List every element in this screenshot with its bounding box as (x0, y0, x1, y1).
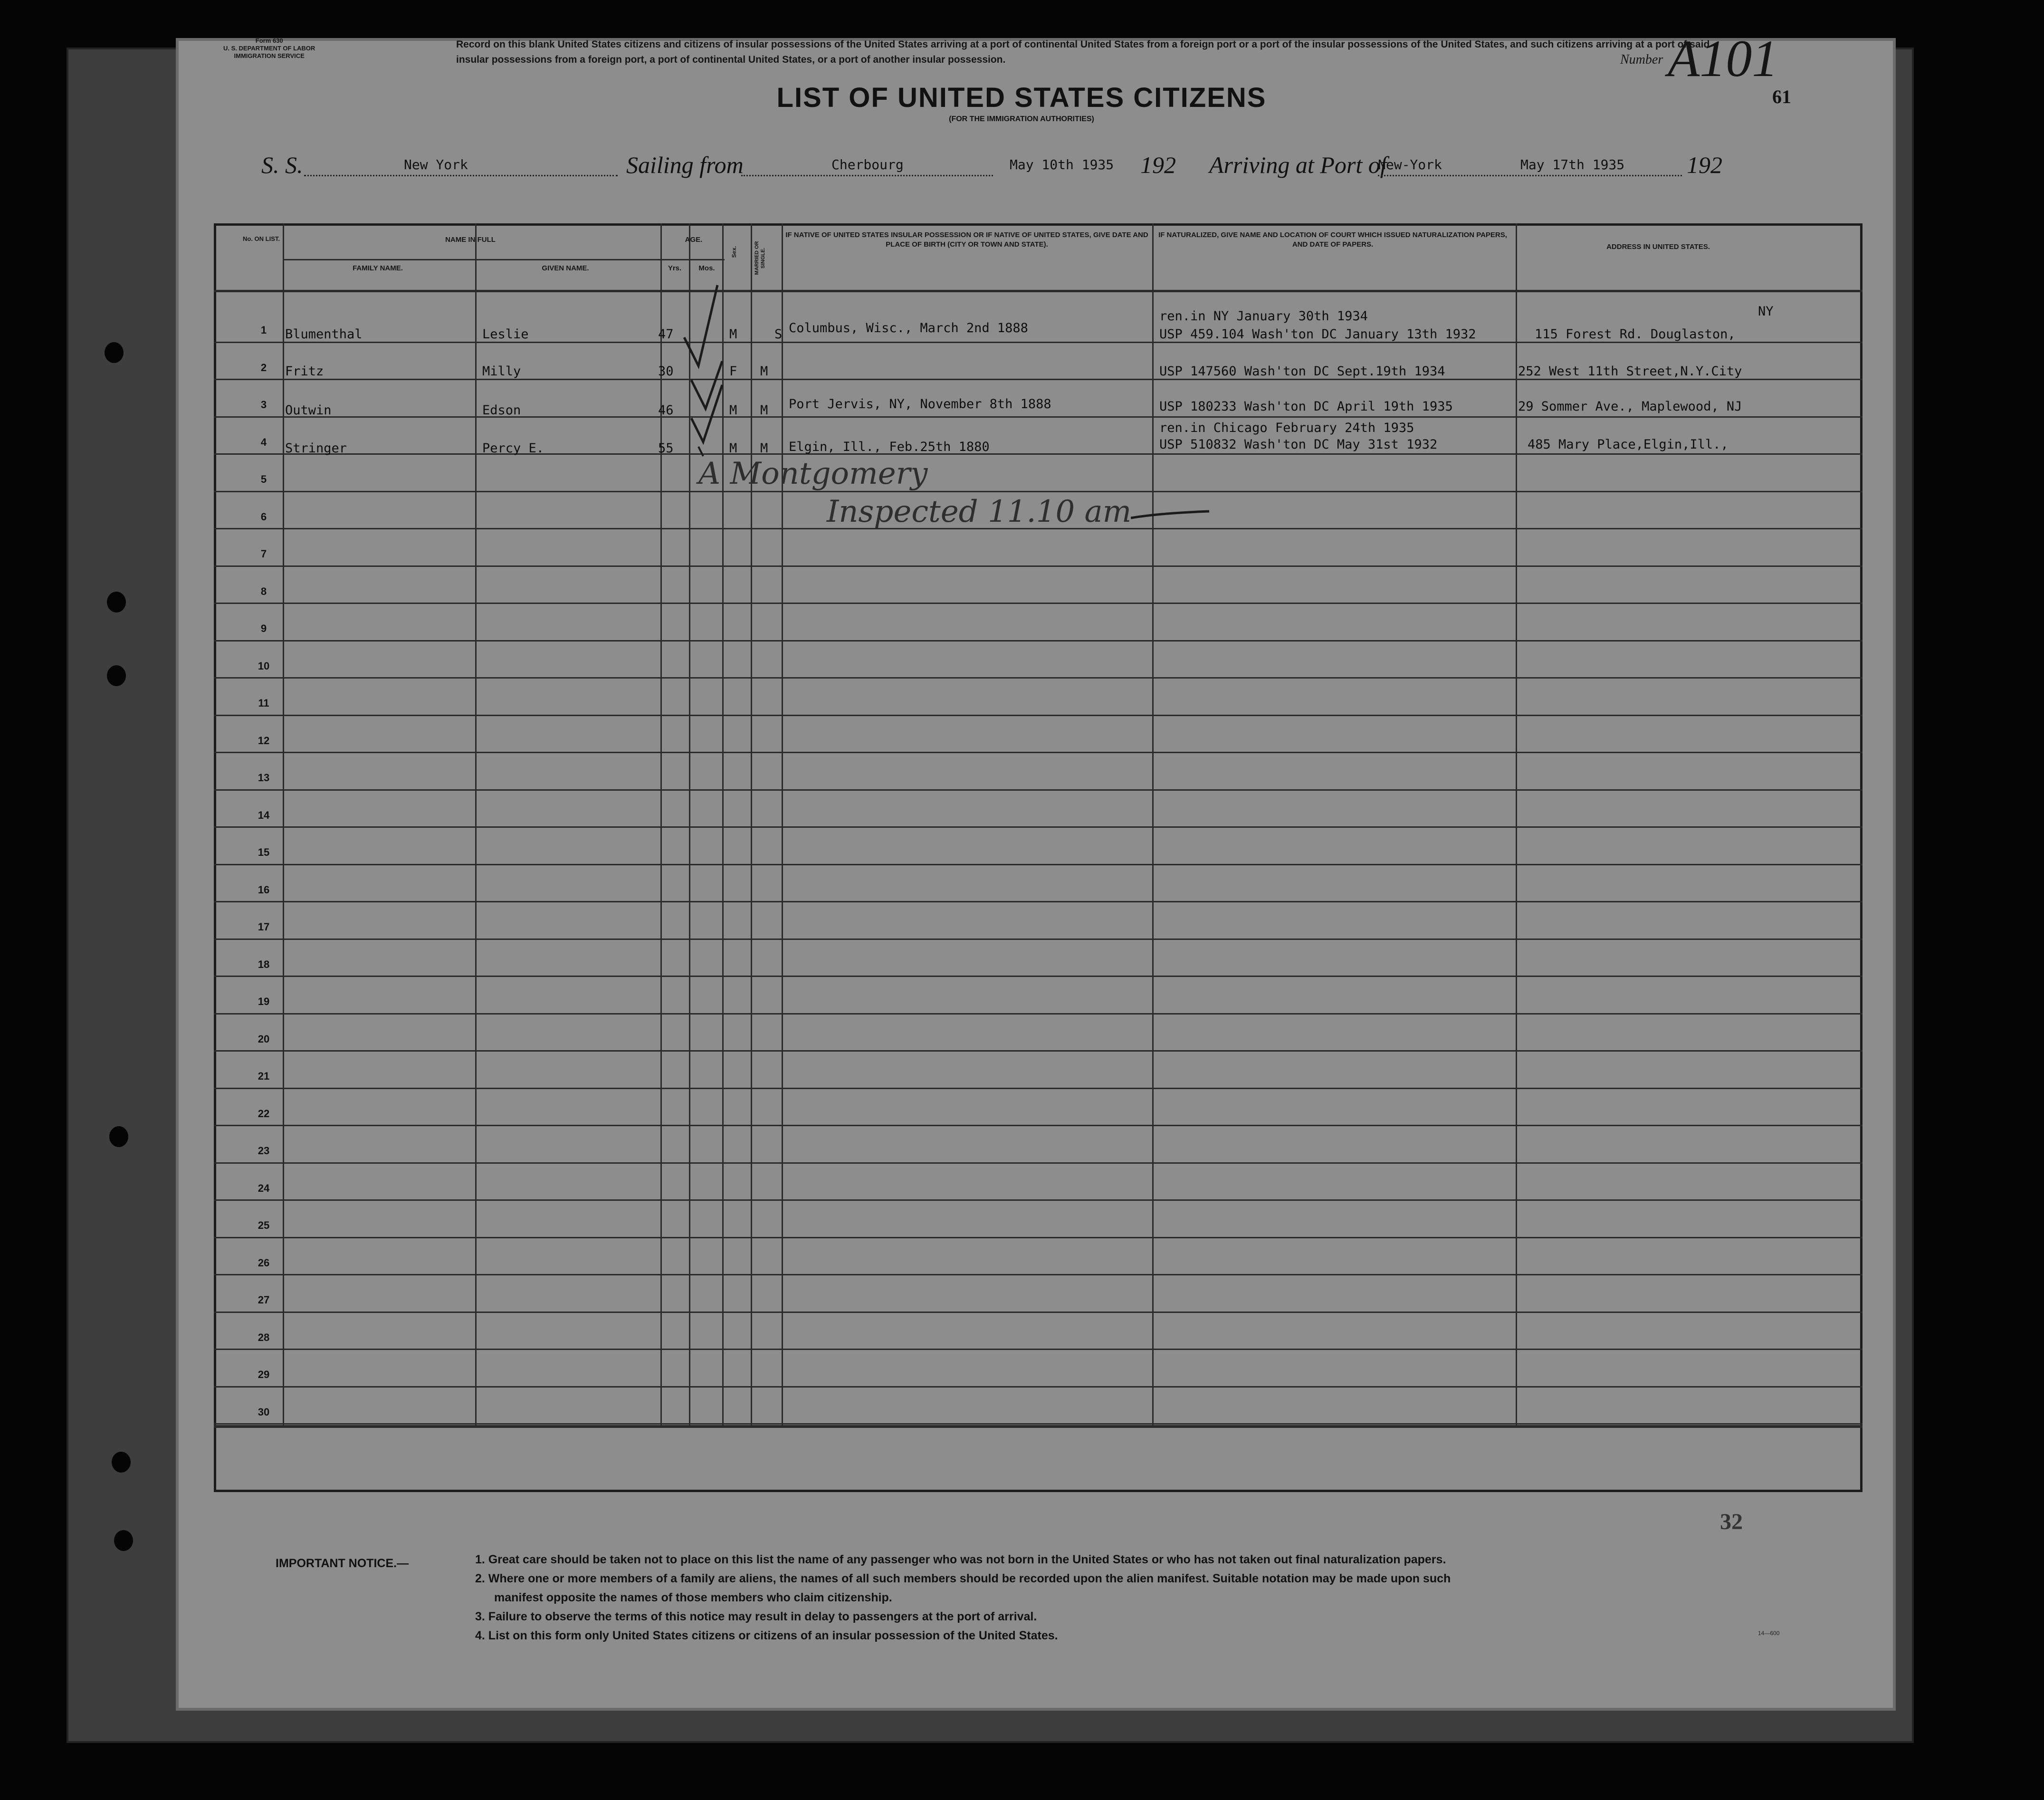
grid-row-line (214, 826, 1863, 828)
grid-row-line (214, 416, 1863, 418)
sailing-label: Sailing from (626, 152, 744, 178)
grid-column-line (283, 223, 284, 1425)
print-code: 14—600 (1758, 1630, 1780, 1637)
sex: M (729, 327, 737, 342)
binder-hole (105, 342, 124, 363)
address-line-2: 485 Mary Place,Elgin,Ill., (1528, 437, 1729, 452)
form-id-block (223, 37, 315, 60)
grid-row-line (214, 715, 1863, 716)
page-title: LIST OF UNITED STATES CITIZENS (776, 82, 1267, 113)
col-address-header: ADDRESS IN UNITED STATES. (1606, 243, 1710, 251)
age-years: 55 (658, 441, 674, 456)
row-number: 28 (258, 1331, 270, 1343)
col-family-header: FAMILY NAME. (353, 264, 403, 272)
grid-row-line (214, 1050, 1863, 1052)
family-name: Outwin (285, 403, 332, 418)
col-mos-header: Mos. (698, 264, 715, 272)
grid-row-line (214, 1274, 1863, 1275)
row-number: 19 (258, 996, 270, 1007)
binder-hole (109, 1126, 128, 1147)
naturalization-line-2: USP 459.104 Wash'ton DC January 13th 1932 (1159, 327, 1476, 342)
grid-row-line (214, 1425, 1863, 1428)
grid-row-line (214, 1162, 1863, 1164)
grid-row-line (283, 259, 725, 260)
grid-row-line (214, 1088, 1863, 1089)
grid-row-line (214, 864, 1863, 865)
address-line-2: 252 West 11th Street,N.Y.City (1518, 364, 1742, 379)
year-suffix-2: 192 (1687, 152, 1722, 178)
binder-hole (107, 592, 126, 613)
grid-row-line (214, 1312, 1863, 1313)
naturalization-line-2: USP 510832 Wash'ton DC May 31st 1932 (1159, 437, 1438, 452)
given-name: Milly (482, 364, 521, 379)
birth-info: Port Jervis, NY, November 8th 1888 (789, 397, 1051, 412)
grid-row-line (214, 1423, 1863, 1425)
naturalization-line-2: USP 180233 Wash'ton DC April 19th 1935 (1159, 399, 1453, 414)
naturalization-line-1: ren.in NY January 30th 1934 (1159, 309, 1368, 324)
grid-row-line (214, 565, 1863, 567)
arrival-underline (1378, 175, 1682, 176)
binder-hole (114, 1530, 133, 1551)
row-number: 9 (260, 622, 267, 634)
col-age-header: AGE. (685, 236, 703, 244)
family-name: Fritz (285, 364, 324, 379)
row-number: 14 (258, 809, 270, 821)
grid-row-line (214, 379, 1863, 380)
given-name: Percy E. (482, 441, 544, 456)
row-number: 27 (258, 1294, 270, 1306)
form-number: Form 630 (255, 37, 283, 44)
notice-item-2-cont: manifest opposite the names of those members who claim citizenship. (494, 1591, 892, 1604)
row-number: 22 (258, 1107, 270, 1120)
col-yrs-header: Yrs. (668, 264, 682, 272)
grid-row-line (214, 938, 1863, 940)
binder-hole (112, 1452, 131, 1473)
number-label: Number (1620, 52, 1663, 67)
row-number: 30 (258, 1406, 270, 1418)
row-number: 24 (258, 1182, 270, 1194)
arrival-port: New-York (1378, 157, 1442, 172)
notice-item-3: 3. Failure to observe the terms of this notice may result in delay to passengers at the port of arrival. (475, 1610, 1037, 1623)
grid-row-line (214, 453, 1863, 455)
col-naturalized-header: IF NATURALIZED, GIVE NAME AND LOCATION OF COURT WHICH ISSUED NATURALIZATION PAPERS, AND DATE OF PAPERS. (1158, 231, 1507, 249)
notice-item-1: 1. Great care should be taken not to place on this list the name of any passenger who was not born in the United States or who has not taken out final naturalization papers. (475, 1553, 1446, 1566)
sex: F (729, 364, 737, 379)
col-name-header: NAME IN FULL (445, 236, 496, 244)
age-years: 47 (658, 327, 674, 342)
row-number: 11 (258, 697, 269, 709)
grid-row-line (214, 640, 1863, 641)
row-number: 6 (260, 510, 267, 523)
row-number: 26 (258, 1256, 270, 1269)
row-number: 21 (258, 1070, 270, 1082)
col-married-header: MARRIED OR SINGLE. (754, 241, 766, 275)
year-suffix: 192 (1140, 152, 1176, 178)
grid-row-line (214, 1349, 1863, 1350)
marital-status: M (760, 403, 768, 418)
grid-row-line (214, 1237, 1863, 1238)
row-number: 4 (260, 436, 267, 448)
page-subtitle: (FOR THE IMMIGRATION AUTHORITIES) (949, 115, 1094, 123)
grid-row-line (214, 976, 1863, 977)
row-number: 2 (260, 361, 267, 373)
check-mark-icon (691, 385, 722, 442)
marital-status: S (774, 327, 783, 342)
row-number: 17 (258, 921, 270, 933)
page-number: 61 (1772, 86, 1791, 107)
row-number: 25 (258, 1219, 270, 1231)
notice-item-2: 2. Where one or more members of a family are aliens, the names of all such members should be recorded upon the alien manifest. Suitable notation may be made upon such (475, 1572, 1451, 1585)
grid-row-line (214, 603, 1863, 604)
birth-info: Elgin, Ill., Feb.25th 1880 (789, 440, 990, 454)
row-number: 18 (258, 958, 270, 970)
row-number: 29 (258, 1369, 270, 1380)
grid-column-line (1152, 223, 1154, 1425)
age-years: 30 (658, 364, 674, 379)
stamp-number: 32 (1720, 1509, 1743, 1534)
row-number: 15 (258, 846, 270, 858)
row-number: 16 (258, 883, 270, 896)
marital-status: M (760, 441, 768, 456)
col-sex-header: Sex. (731, 246, 737, 258)
marital-status: M (760, 364, 768, 379)
naturalization-line-1: ren.in Chicago February 24th 1935 (1159, 421, 1414, 435)
given-name: Edson (482, 403, 521, 418)
check-mark-icon (684, 285, 717, 366)
service-name: IMMIGRATION SERVICE (234, 52, 305, 59)
row-number: 13 (258, 772, 270, 784)
given-name: Leslie (482, 327, 529, 342)
grid-row-line (214, 901, 1863, 902)
grid-column-line (1516, 223, 1517, 1425)
sex: M (729, 403, 737, 418)
from-underline (741, 175, 993, 176)
inspected-note: Inspected 11.10 am (827, 494, 1132, 529)
notice-item-4: 4. List on this form only United States citizens or citizens of an insular possession of the United States. (475, 1629, 1058, 1642)
intro-text: Record on this blank United States citizens and citizens of insular possessions of the United States arriving at a port of continental United States from a foreign port or a port of the insular possessions of the United States, and such citizens arriving at a port of said insular possessions from a foreign port, a port of continental United States, or a port of another insular possession. (456, 39, 1710, 65)
depart-date: May 10th 1935 (1010, 157, 1114, 172)
row-number: 3 (260, 399, 267, 411)
notice-heading: IMPORTANT NOTICE.— (276, 1557, 409, 1570)
grid-row-line (214, 1013, 1863, 1015)
birth-info: Columbus, Wisc., March 2nd 1888 (789, 321, 1028, 335)
grid-row-line (214, 290, 1863, 292)
grid-row-line (214, 789, 1863, 791)
age-years: 46 (658, 403, 674, 418)
grid-row-line (214, 752, 1863, 753)
family-name: Stringer (285, 441, 347, 456)
binder-hole (107, 665, 126, 686)
family-name: Blumenthal (285, 327, 363, 342)
address-line-2: 29 Sommer Ave., Maplewood, NJ (1518, 399, 1742, 414)
row-number: 8 (260, 585, 267, 597)
grid-row-line (214, 491, 1863, 492)
grid-column-line (475, 223, 477, 1425)
ship-name: New York (404, 157, 468, 172)
row-number: 5 (260, 473, 267, 485)
from-port: Cherbourg (831, 157, 904, 172)
check-mark-icon (698, 447, 703, 456)
grid-row-line (214, 1125, 1863, 1126)
row-number: 7 (260, 548, 267, 560)
row-number: 1 (260, 324, 267, 336)
naturalization-line-2: USP 147560 Wash'ton DC Sept.19th 1934 (1159, 364, 1445, 379)
row-number: 20 (258, 1033, 270, 1045)
address-line-2: 115 Forest Rd. Douglaston, (1535, 327, 1736, 342)
arrival-date: May 17th 1935 (1520, 157, 1625, 172)
address-line-1: NY (1758, 304, 1774, 319)
col-birth-header: IF NATIVE OF UNITED STATES INSULAR POSSESSION OR IF NATIVE OF UNITED STATES, GIVE DATE AND PLACE OF BIRTH (CITY OR TOWN AND STATE). (785, 231, 1148, 249)
col-no-header: No. ON LIST. (243, 235, 280, 242)
number-value: A101 (1668, 29, 1778, 87)
grid-row-line (214, 1386, 1863, 1388)
inspector-signature: A Montgomery (698, 456, 928, 491)
col-given-header: GIVEN NAME. (542, 264, 589, 272)
grid-row-line (214, 677, 1863, 679)
grid-row-line (214, 1199, 1863, 1201)
row-number: 10 (258, 660, 270, 672)
department-name: U. S. DEPARTMENT OF LABOR (223, 45, 315, 52)
ss-label: S. S. (261, 152, 303, 178)
row-number: 12 (258, 734, 270, 747)
ship-underline (304, 175, 618, 176)
sex: M (729, 441, 737, 456)
signature-stroke (1131, 508, 1212, 523)
arriving-label: Arriving at Port of (1209, 152, 1387, 178)
row-number: 23 (258, 1145, 270, 1157)
